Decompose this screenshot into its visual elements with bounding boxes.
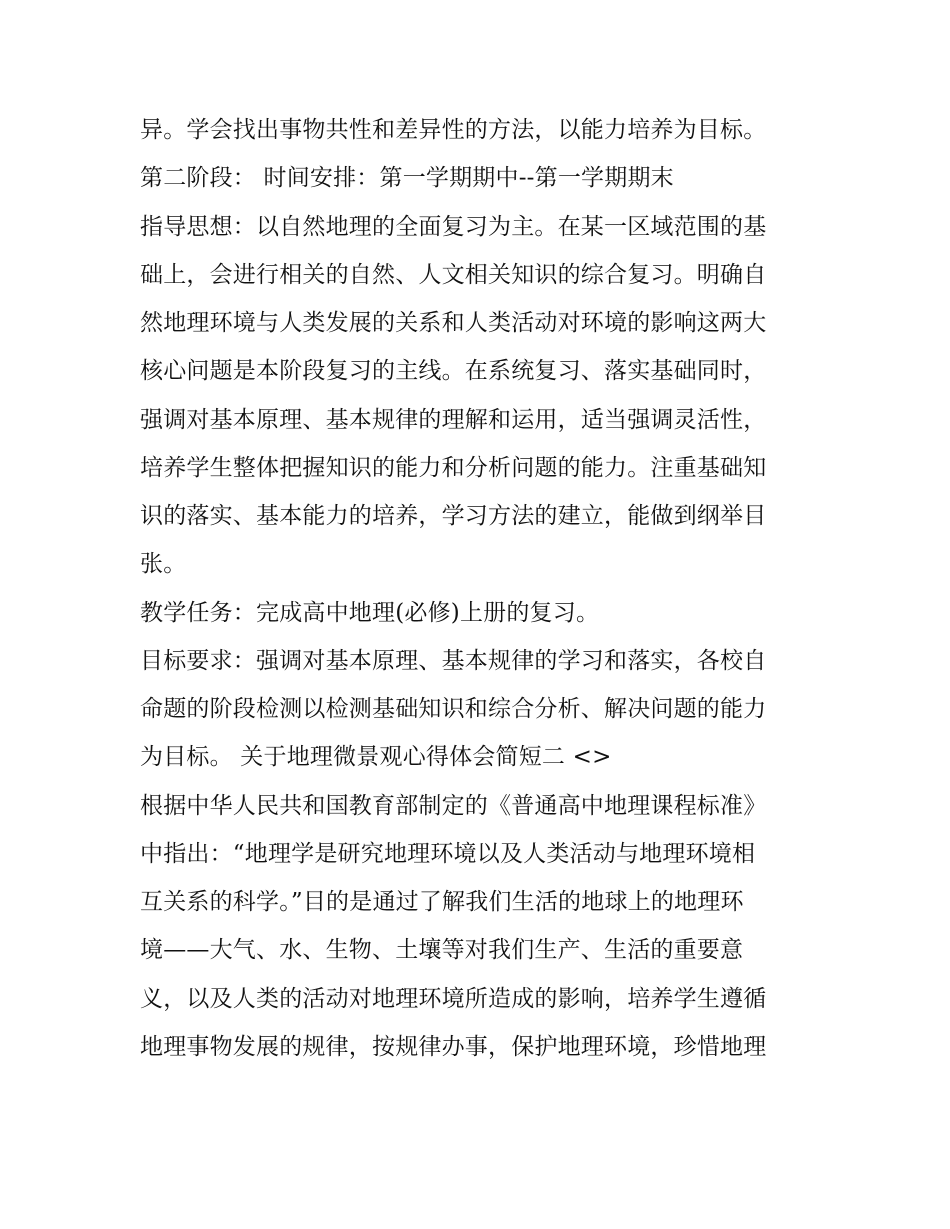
text-line: 培养学生整体把握知识的能力和分析问题的能力。注重基础知: [140, 454, 767, 481]
text-line: 然地理环境与人类发展的关系和人类活动对环境的影响这两大: [140, 310, 767, 336]
text-line: 指导思想：以自然地理的全面复习为主。在某一区域范围的基: [140, 213, 767, 240]
text-line: 义，以及人类的活动对地理环境所造成的影响，培养学生遵循: [140, 985, 767, 1012]
text-line: 中指出：“地理学是研究地理环境以及人类活动与地理环境相: [140, 840, 756, 867]
document-body: [140, 106, 820, 1071]
text-line: 命题的阶段检测以检测基础知识和综合分析、解决问题的能力: [140, 696, 767, 722]
text-line: 核心问题是本阶段复习的主线。在系统复习、落实基础同时，: [140, 358, 767, 385]
text-line: 地理事物发展的规律，按规律办事，保护地理环境，珍惜地理: [140, 1033, 767, 1060]
text-line: 境——大气、水、生物、土壤等对我们生产、生活的重要意: [140, 937, 744, 964]
text-line: 础上，会进行相关的自然、人文相关知识的综合复习。明确自: [140, 261, 767, 288]
text-line: 张。: [140, 551, 187, 578]
text-line: 强调对基本原理、基本规律的理解和运用，适当强调灵活性，: [140, 406, 767, 433]
text-line: 为目标。 关于地理微景观心得体会简短二 <>: [140, 744, 612, 771]
text-line: 识的落实、基本能力的培养，学习方法的建立，能做到纲举目: [140, 503, 767, 529]
text-line: 根据中华人民共和国教育部制定的《普通高中地理课程标准》: [140, 792, 767, 819]
text-line: 异。学会找出事物共性和差异性的方法，以能力培养为目标。: [140, 117, 767, 143]
text-line: 教学任务：完成高中地理(必修)上册的复习。: [140, 599, 600, 626]
text-line: 互关系的科学。”目的是通过了解我们生活的地球上的地理环: [140, 889, 744, 915]
text-line: 第二阶段： 时间安排：第一学期期中--第一学期期末: [140, 165, 674, 192]
text-line: 目标要求：强调对基本原理、基本规律的学习和落实，各校自: [140, 647, 767, 674]
